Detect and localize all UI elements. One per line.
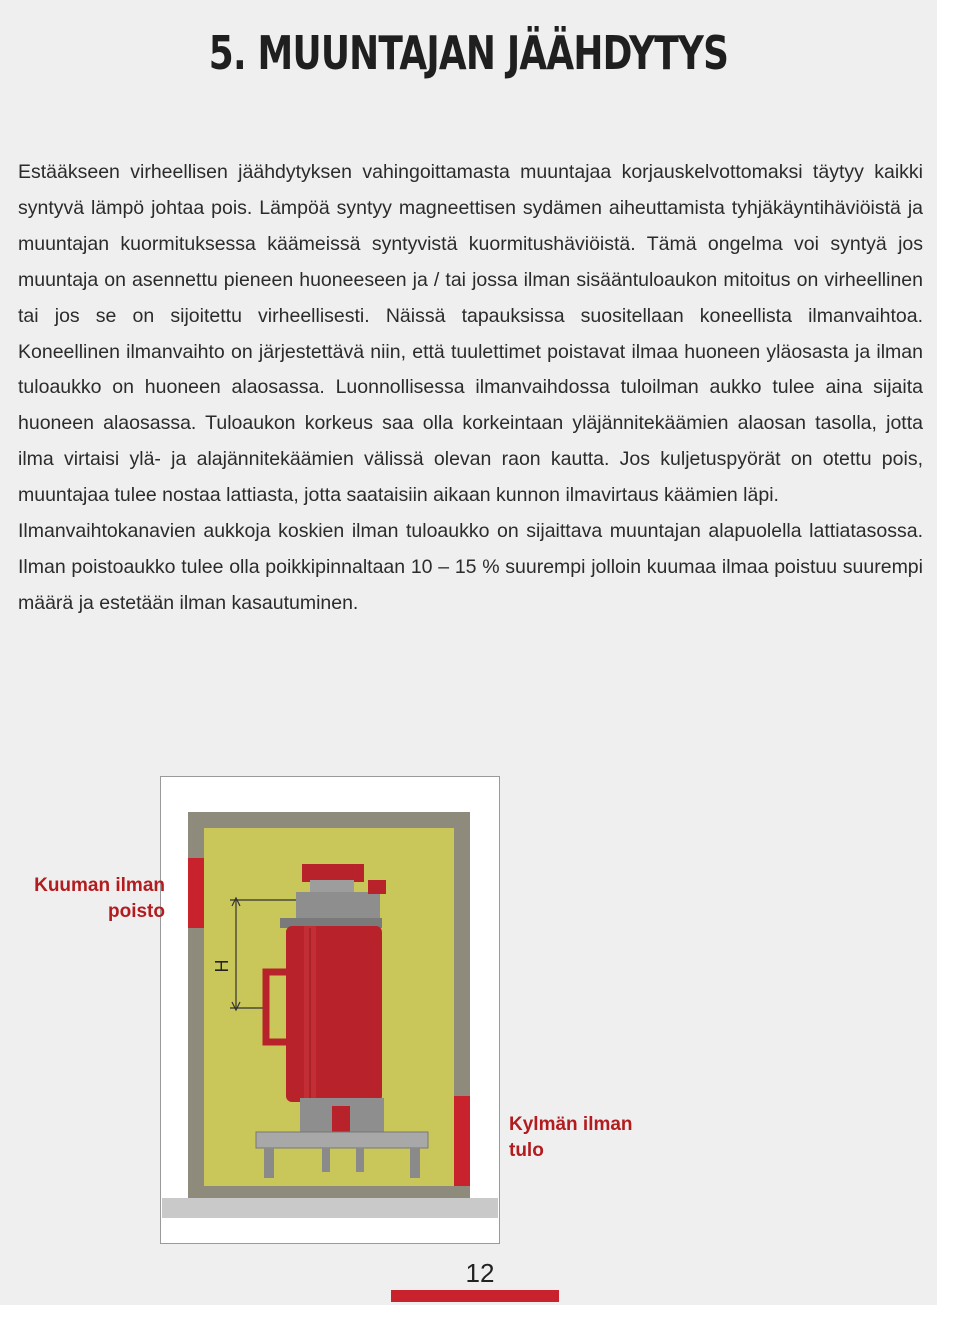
page-number: 12 bbox=[465, 1258, 495, 1288]
body-text bbox=[18, 155, 923, 622]
hot-air-label-line1: Kuuman ilman bbox=[34, 875, 165, 896]
paragraph-1: Estääkseen virheellisen jäähdytyksen vahingoittamasta muuntajaa korjauskelvottomaksi täytyy kaikki syntyvä lämpö johtaa pois. Lämpöä syntyy magneettisen sydämen aiheuttamista tyhjäkäyntihäviöistä ja muuntajan kuormituksessa käämeissä syntyvistä kuormitushäviöistä. Tämä ongelma voi syntyä jos muuntaja on asennettu pieneen huoneeseen ja / tai jossa ilman sisääntuloaukon mitoitus on virheellinen tai jos se on sijoitettu virheellisesti. Näissä tapauksissa suositellaan koneellista ilmanvaihtoa. Koneellinen ilmanvaihto on järjestettävä niin, että tuulettimet poistavat ilmaa huoneen yläosasta ja ilman tuloaukko on huoneen alaosassa. Luonnollisessa ilmanvaihdossa tuloilman aukko tulee aina sijaita huoneen alaosassa. Tuloaukon korkeus saa olla korkeintaan yläjännitekäämien alaosan tasolla, jotta ilma virtaisi ylä- ja alajännitekäämien välissä olevan raon kautta. Jos kuljetuspyörät on otettu pois, muuntajaa tulee nostaa lattiasta, jotta saataisiin aikaan kunnon ilmavirtaus käämien läpi. bbox=[18, 161, 923, 507]
page-title: 5. MUUNTAJAN JÄÄHDYTYS bbox=[208, 26, 729, 80]
base-leg-right bbox=[356, 1148, 364, 1172]
transformer-room-diagram bbox=[160, 776, 500, 1244]
coil-body bbox=[286, 926, 382, 1102]
hot-air-exhaust-label bbox=[30, 873, 165, 925]
top-clamp bbox=[302, 864, 364, 882]
cold-air-intake-label bbox=[509, 1112, 669, 1164]
base-frame bbox=[256, 1132, 428, 1148]
wheel-left bbox=[264, 1148, 274, 1178]
cold-air-label-line2: tulo bbox=[509, 1140, 544, 1161]
intake-opening bbox=[454, 1096, 470, 1186]
exhaust-opening bbox=[188, 858, 204, 928]
dimension-h-label: H bbox=[212, 959, 232, 973]
page-number-accent-bar bbox=[391, 1290, 559, 1302]
floor-slab bbox=[162, 1198, 498, 1218]
base-leg-left bbox=[322, 1148, 330, 1172]
cold-air-label-line1: Kylmän ilman bbox=[509, 1114, 633, 1135]
wheel-right bbox=[410, 1148, 420, 1178]
paragraph-2: Ilmanvaihtokanavien aukkoja koskien ilman tuloaukko on sijaittava muuntajan alapuolella lattiatasossa. Ilman poistoaukko tulee olla poikkipinnaltaan 10 – 15 % suurempi jolloin kuumaa ilmaa poistuu suurempi määrä ja estetään ilman kasautuminen. bbox=[18, 520, 923, 614]
hot-air-label-line2: poisto bbox=[108, 901, 165, 922]
top-terminal bbox=[368, 880, 386, 894]
